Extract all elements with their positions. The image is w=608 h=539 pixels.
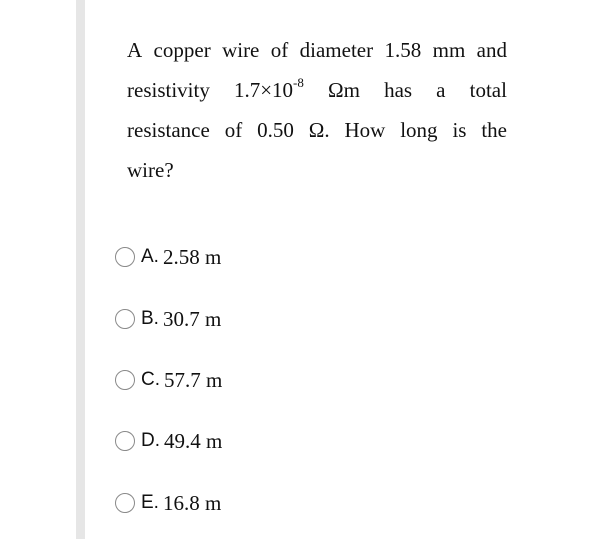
left-divider-bar — [76, 0, 85, 539]
resistivity-exponent: -8 — [293, 75, 304, 90]
question-line-2 — [127, 70, 507, 110]
resistivity-mantissa: 1.7×10 — [233, 78, 294, 102]
question-word: 1.58 — [384, 38, 422, 62]
question-word: resistivity — [127, 78, 210, 102]
option-value: 2.58 m — [162, 244, 222, 269]
question-word: diameter — [299, 38, 374, 62]
question-word: Ω. — [308, 118, 330, 142]
question-word: wire? — [127, 158, 174, 182]
question-line-4 — [127, 150, 507, 190]
question-word: mm — [432, 38, 466, 62]
question-word: 0.50 — [257, 118, 294, 142]
option-letter: D. — [141, 430, 160, 451]
question-word: resistance — [127, 118, 210, 142]
question-word: long — [400, 118, 438, 142]
option-c[interactable] — [115, 367, 222, 393]
option-value: 16.8 m — [162, 490, 222, 515]
radio-button-d[interactable] — [115, 431, 135, 451]
option-e[interactable] — [115, 490, 221, 516]
option-b[interactable] — [115, 306, 221, 332]
option-letter: A. — [141, 246, 159, 267]
question-word: wire — [222, 38, 260, 62]
option-value: 49.4 m — [164, 428, 223, 453]
question-word: copper — [153, 38, 211, 62]
option-letter: C. — [141, 369, 160, 390]
option-letter: E. — [141, 492, 159, 513]
question-line-1 — [127, 30, 507, 70]
radio-button-e[interactable] — [115, 493, 135, 513]
radio-button-b[interactable] — [115, 309, 135, 329]
question-word: total — [469, 78, 507, 102]
question-text — [127, 30, 507, 190]
question-word: the — [481, 118, 507, 142]
resistivity-value — [234, 70, 304, 110]
question-word: of — [270, 38, 289, 62]
radio-button-a[interactable] — [115, 247, 135, 267]
radio-button-c[interactable] — [115, 370, 135, 390]
option-value: 57.7 m — [164, 367, 223, 392]
question-word: is — [452, 118, 467, 142]
question-word: has — [384, 78, 413, 102]
question-word: of — [224, 118, 243, 142]
question-line-3 — [127, 110, 507, 150]
question-word: A — [127, 38, 143, 62]
resistivity-unit: Ωm — [328, 78, 360, 102]
question-word: a — [436, 78, 446, 102]
option-letter: B. — [141, 308, 159, 329]
question-word: and — [476, 38, 507, 62]
option-value: 30.7 m — [162, 306, 222, 331]
question-word: How — [344, 118, 386, 142]
option-a[interactable] — [115, 244, 221, 270]
option-d[interactable] — [115, 428, 222, 454]
